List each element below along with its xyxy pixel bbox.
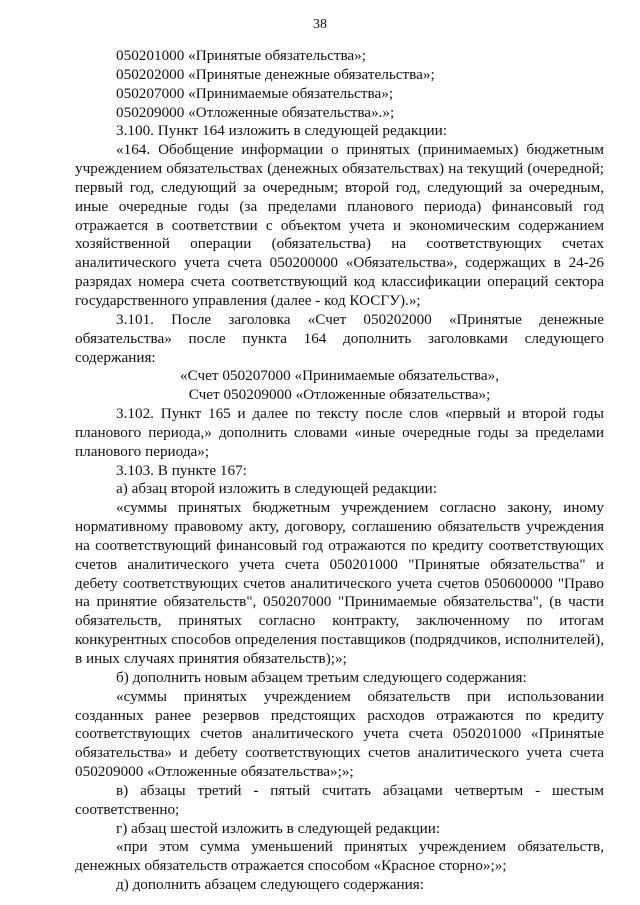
paragraph-item-3-102: 3.102. Пункт 165 и далее по тексту после слов «первый и второй годы планового периода,» дополнить словами «иные очередные годы за пределами планового периода»;	[75, 405, 604, 460]
paragraph-point-164: «164. Обобщение информации о принятых (принимаемых) бюджетным учреждением обязательствах (денежных обязательствах) на текущий (очередной; первый год, следующий за очередным; второй год, следующий за очередным, иные очередные годы (за пределами планового периода) финансовый год отражается в соответствии с объектом учета и экономическим содержанием хозяйственной операции (обязательства) на соответствующих счетах аналитического учета счета 050200000 «Обязательства», содержащих в 24-26 разрядах номера счета соответствующий код классификации операций сектора государственного управления (далее - код КОСГУ).»;	[75, 141, 604, 309]
heading-account-050209000: Счет 050209000 «Отложенные обязательства»;	[188, 386, 491, 404]
page-number: 38	[313, 17, 327, 32]
paragraph-subitem-g: г) абзац шестой изложить в следующей редакции:	[116, 819, 441, 837]
paragraph-item-3-100: 3.100. Пункт 164 изложить в следующей редакции:	[116, 122, 447, 140]
paragraph-subitem-b-text: «суммы принятых учреждением обязательств при использовании созданных ранее резервов предстоящих расходов отражаются по кредиту соответствующих счетов аналитического учета счета 050201000 «Принятые обязательства» и дебету соответствующих счетов аналитического учета счета 050209000 «Отложенные обязательства»;»;	[75, 687, 604, 781]
paragraph-account-050207000: 050207000 «Принимаемые обязательства»;	[116, 84, 394, 102]
paragraph-subitem-d: д) дополнить абзацем следующего содержания:	[116, 876, 424, 894]
paragraph-subitem-a: а) абзац второй изложить в следующей редакции:	[116, 480, 438, 498]
paragraph-account-050201000: 050201000 «Принятые обязательства»;	[116, 47, 366, 64]
paragraph-subitem-g-text: «при этом сумма уменьшений принятых учреждением обязательств, денежных обязательств отражается способом «Красное сторно»;»;	[75, 838, 604, 875]
document-body	[75, 47, 604, 895]
paragraph-account-050202000: 050202000 «Принятые денежные обязательства»;	[116, 65, 435, 83]
paragraph-item-3-101: 3.101. После заголовка «Счет 050202000 «Принятые денежные обязательства» после пункта 164 дополнить заголовками следующего содержания:	[75, 310, 604, 366]
paragraph-subitem-b: б) дополнить новым абзацем третьим следующего содержания:	[116, 668, 527, 686]
heading-account-050207000: «Счет 050207000 «Принимаемые обязательства»,	[180, 367, 499, 385]
paragraph-subitem-v: в) абзацы третий - пятый считать абзацами четвертым - шестым соответственно;	[75, 781, 604, 818]
paragraph-subitem-a-text: «суммы принятых бюджетным учреждением согласно закону, иному нормативному правовому акту, договору, соглашению обязательств учреждения на соответствующий финансовый год отражаются по кредиту соответствующих счетов аналитического учета счета 050201000 "Принятые обязательства" и дебету соответствующих счетов аналитического учета счетов 050600000 "Право на принятие обязательств", 050207000 "Принимаемые обязательства", (в части обязательств, принятых согласно контракту, заключенному по итогам конкурентных способов определения поставщиков (подрядчиков, исполнителей), в иных случаях принятия обязательств);»;	[75, 499, 604, 667]
paragraph-account-050209000: 050209000 «Отложенные обязательства».»;	[116, 103, 395, 121]
paragraph-item-3-103: 3.103. В пункте 167:	[116, 461, 247, 479]
